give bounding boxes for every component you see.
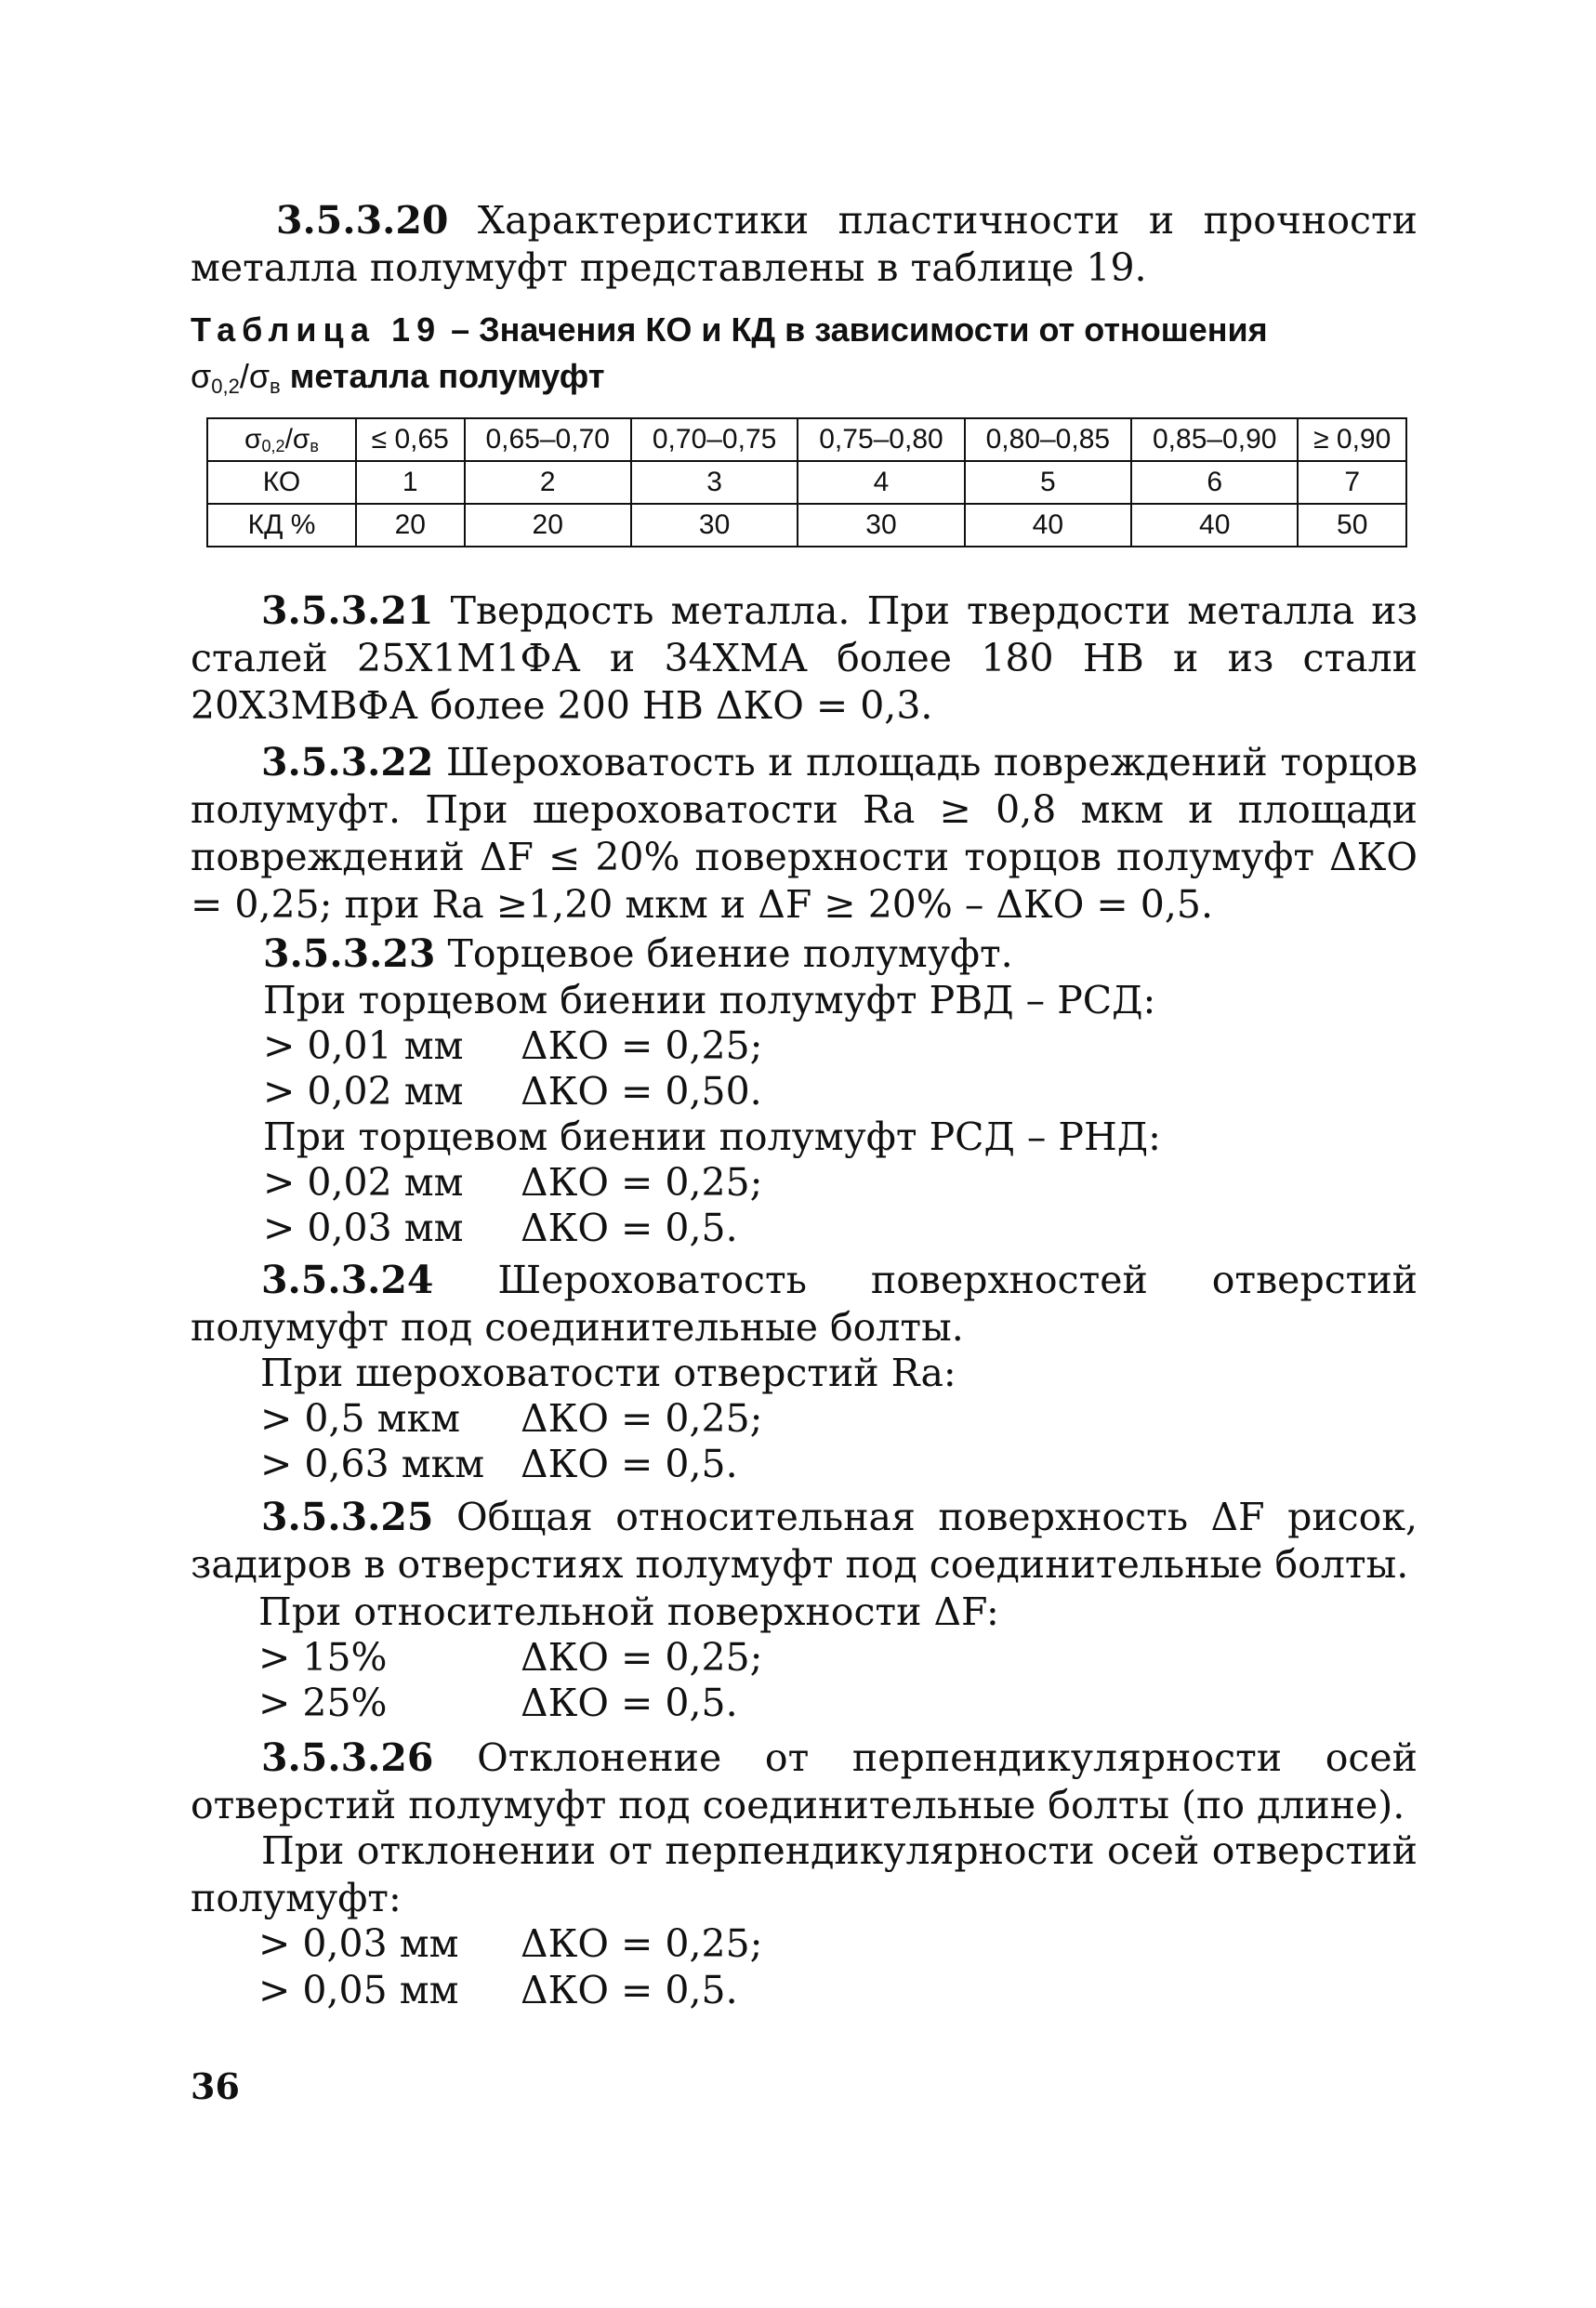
paragraph-text: Твердость металла. При твердости металла из сталей 25Х1М1ФА и 34ХМА более 180 НВ и из стали 20Х3МВФА более 200 НВ ΔКО = 0,3. [191, 588, 1418, 728]
condition-intro: При отклонении от перпендикулярности осей отверстий полумуфт: [191, 1828, 1418, 1920]
table-cell: 6 [1131, 461, 1298, 504]
condition-value: > 0,02 мм [263, 1160, 464, 1205]
paragraph-3-5-3-24 [191, 1257, 1418, 1352]
paragraph-text: Общая относительная поверхность ΔF рисок, задиров в отверстиях полумуфт под соединительные болты. [191, 1495, 1418, 1587]
condition-value: > 0,03 мм [263, 1206, 464, 1250]
condition-intro: При торцевом биении полумуфт РВД – РСД: [263, 978, 1156, 1022]
delta-ko-value: ΔКО = 0,5. [521, 1968, 738, 2012]
table-cell: 30 [798, 504, 964, 547]
table-header-cell: 0,70–0,75 [631, 418, 798, 461]
section-number: 3.5.3.21 [261, 588, 434, 633]
delta-ko-value: ΔКО = 0,5. [521, 1206, 738, 1250]
condition-value: > 0,5 мкм [260, 1396, 461, 1441]
table-header-ratio: σ0,2/σв [207, 418, 356, 461]
table-cell: 3 [631, 461, 798, 504]
condition-value: > 0,01 мм [263, 1023, 464, 1068]
condition-intro: При относительной поверхности ΔF: [258, 1589, 999, 1634]
ko-kd-table [206, 417, 1407, 547]
section-number: 3.5.3.25 [261, 1495, 434, 1539]
paragraph-text: Шероховатость и площадь повреждений торцов полумуфт. При шероховатости Ra ≥ 0,8 мкм и площади повреждений ΔF ≤ 20% поверхности торцов полумуфт ΔКО = 0,25; при Ra ≥1,20 мкм и ΔF ≥ 20% – ΔКО = 0,5. [191, 740, 1418, 927]
table-cell: 40 [1131, 504, 1298, 547]
table-header-cell: 0,65–0,70 [465, 418, 631, 461]
section-number: 3.5.3.24 [261, 1258, 434, 1302]
table-label: Таблица 19 [191, 310, 442, 349]
table-cell: 30 [631, 504, 798, 547]
section-number: 3.5.3.23 [263, 931, 436, 976]
caption-tail: металла полумуфт [280, 357, 605, 395]
table-cell: 20 [356, 504, 465, 547]
condition-value: > 0,03 мм [258, 1921, 459, 1966]
paragraph-3-5-3-22 [191, 739, 1418, 929]
section-number: 3.5.3.26 [261, 1735, 434, 1780]
table-cell: 5 [965, 461, 1131, 504]
table-cell: 40 [965, 504, 1131, 547]
section-number: 3.5.3.20 [276, 198, 449, 243]
condition-value: > 15% [258, 1635, 388, 1680]
condition-value: > 0,05 мм [258, 1968, 459, 2012]
table-cell: 7 [1298, 461, 1406, 504]
delta-ko-value: ΔКО = 0,5. [521, 1681, 738, 1725]
section-number: 3.5.3.22 [261, 740, 434, 785]
table-cell: 1 [356, 461, 465, 504]
caption-sigma: σ [191, 357, 212, 395]
table-header-cell: 0,80–0,85 [965, 418, 1131, 461]
table-header-row [207, 418, 1406, 461]
delta-ko-value: ΔКО = 0,25; [521, 1396, 763, 1441]
paragraph-3-5-3-26 [191, 1734, 1418, 1829]
paragraph-3-5-3-21 [191, 587, 1418, 730]
table-cell: 4 [798, 461, 964, 504]
table-row-label: КД % [207, 504, 356, 547]
table-cell: 50 [1298, 504, 1406, 547]
delta-ko-value: ΔКО = 0,5. [521, 1442, 738, 1486]
paragraph-3-5-3-20 [191, 197, 1418, 292]
condition-value: > 25% [258, 1681, 388, 1725]
delta-ko-value: ΔКО = 0,50. [521, 1069, 762, 1114]
paragraph-text: Характеристики пластичности и прочности металла полумуфт представлены в таблице 19. [191, 198, 1418, 290]
condition-intro: При торцевом биении полумуфт РСД – РНД: [263, 1114, 1161, 1159]
caption-slash: /σ [239, 357, 270, 395]
paragraph-text: Отклонение от перпендикулярности осей отверстий полумуфт под соединительные болты (по длине). [191, 1735, 1418, 1827]
table-header-cell: 0,75–0,80 [798, 418, 964, 461]
table-row [207, 461, 1406, 504]
table-row-label: КО [207, 461, 356, 504]
paragraph-text: Торцевое биение полумуфт. [447, 931, 1013, 976]
table-cell: 20 [465, 504, 631, 547]
table-row [207, 504, 1406, 547]
caption-sub: 0,2 [211, 375, 240, 398]
table-caption-text: – Значения КО и КД в зависимости от отношения [442, 310, 1268, 349]
table-header-cell: 0,85–0,90 [1131, 418, 1298, 461]
delta-ko-value: ΔКО = 0,25; [521, 1160, 763, 1205]
paragraph-3-5-3-23-title [263, 931, 1013, 976]
condition-intro: При шероховатости отверстий Ra: [260, 1351, 956, 1395]
condition-value: > 0,63 мкм [260, 1442, 485, 1486]
paragraph-3-5-3-25 [191, 1494, 1418, 1589]
delta-ko-value: ΔКО = 0,25; [521, 1635, 763, 1680]
table-cell: 2 [465, 461, 631, 504]
table-caption [191, 307, 1427, 410]
delta-ko-value: ΔКО = 0,25; [521, 1023, 763, 1068]
delta-ko-value: ΔКО = 0,25; [521, 1921, 763, 1966]
paragraph-text: Шероховатость поверхностей отверстий полумуфт под соединительные болты. [191, 1258, 1418, 1350]
table-header-cell: ≥ 0,90 [1298, 418, 1406, 461]
table-header-cell: ≤ 0,65 [356, 418, 465, 461]
page-number: 36 [191, 2065, 240, 2107]
caption-sub: в [270, 375, 281, 398]
condition-value: > 0,02 мм [263, 1069, 464, 1114]
